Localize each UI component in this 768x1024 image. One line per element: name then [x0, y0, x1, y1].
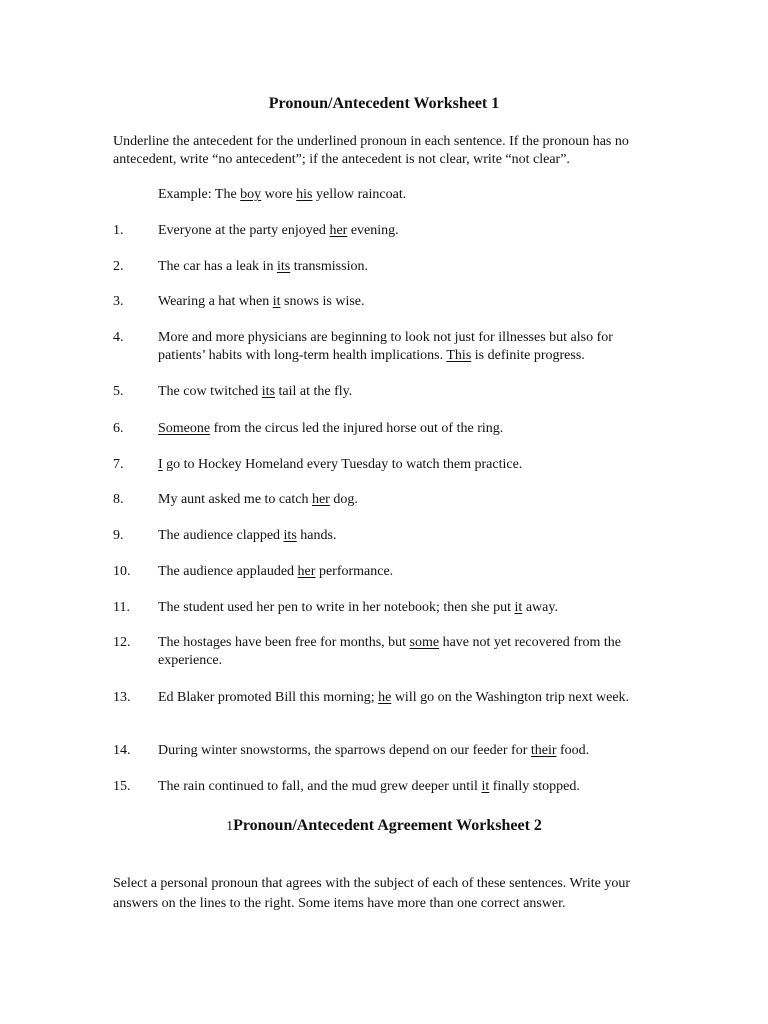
example-pronoun: his: [296, 187, 313, 202]
underlined-pronoun: her: [329, 223, 348, 238]
item-number: 6.: [113, 421, 124, 436]
underlined-pronoun: their: [530, 743, 557, 758]
item-text: Ed Blaker promoted Bill this morning; he will go on the Washington trip next week.: [158, 690, 630, 705]
item-number: 14.: [113, 743, 131, 758]
list-item: [113, 742, 658, 760]
worksheet2-title-prefix: 1: [226, 819, 234, 834]
item-number: 2.: [113, 259, 124, 274]
worksheet1-title: Pronoun/Antecedent Worksheet 1: [268, 95, 500, 112]
list-item: [113, 634, 658, 670]
item-number: 4.: [113, 330, 124, 345]
example-sentence: [158, 186, 406, 204]
example-mid: wore: [261, 187, 297, 202]
item-text: I go to Hockey Homeland every Tuesday to watch them practice.: [158, 457, 523, 472]
list-item: [113, 329, 658, 365]
underlined-pronoun: some: [409, 635, 440, 650]
underlined-pronoun: her: [297, 564, 316, 579]
underlined-pronoun: its: [283, 528, 297, 543]
item-text: The rain continued to fall, and the mud grew deeper until it finally stopped.: [158, 779, 580, 794]
item-text: The cow twitched its tail at the fly.: [158, 384, 353, 399]
item-number: 5.: [113, 384, 124, 399]
list-item: [113, 293, 658, 311]
list-item: [113, 456, 658, 474]
underlined-pronoun: it: [481, 779, 490, 794]
item-text: The car has a leak in its transmission.: [158, 259, 368, 274]
underlined-pronoun: he: [378, 690, 392, 705]
list-item: [113, 689, 658, 707]
underlined-pronoun: it: [272, 294, 281, 309]
list-item: [113, 420, 658, 438]
list-item: [113, 383, 658, 401]
worksheet2-title-text: Pronoun/Antecedent Agreement Worksheet 2: [233, 817, 542, 834]
underlined-pronoun: Someone: [158, 421, 211, 436]
list-item: [113, 563, 658, 581]
item-text: During winter snowstorms, the sparrows depend on our feeder for their food.: [158, 743, 590, 758]
item-text: The audience applauded her performance.: [158, 564, 394, 579]
example-suffix: yellow raincoat.: [312, 187, 407, 202]
example-prefix: Example: The: [158, 187, 241, 202]
list-item: [113, 258, 658, 276]
list-item: [113, 599, 658, 617]
worksheet1-instructions: Underline the antecedent for the underlined pronoun in each sentence. If the pronoun has no antecedent, write “no antecedent”; if the antecedent is not clear, write “not clear”.: [113, 134, 629, 167]
item-text: Someone from the circus led the injured horse out of the ring.: [158, 421, 504, 436]
list-item: [113, 491, 658, 509]
item-text: My aunt asked me to catch her dog.: [158, 492, 358, 507]
item-text: Everyone at the party enjoyed her evening.: [158, 223, 399, 238]
underlined-pronoun: This: [446, 348, 472, 363]
item-number: 7.: [113, 457, 124, 472]
list-item: [113, 778, 658, 796]
item-number: 15.: [113, 779, 131, 794]
item-text: The audience clapped its hands.: [158, 528, 337, 543]
example-antecedent: boy: [240, 187, 262, 202]
item-number: 10.: [113, 564, 131, 579]
underlined-pronoun: its: [276, 259, 291, 274]
item-number: 3.: [113, 294, 124, 309]
item-number: 11.: [113, 600, 130, 615]
item-number: 13.: [113, 690, 131, 705]
underlined-pronoun: it: [514, 600, 523, 615]
list-item: [113, 222, 658, 240]
item-number: 8.: [113, 492, 124, 507]
item-text: The hostages have been free for months, but some have not yet recovered from the experience.: [158, 635, 622, 668]
item-number: 9.: [113, 528, 124, 543]
underlined-pronoun: its: [261, 384, 276, 399]
list-item: [113, 527, 658, 545]
worksheet2-instructions: Select a personal pronoun that agrees with the subject of each of these sentences. Write your answers on the lines to the right. Some items have more than one correct answer.: [113, 876, 630, 911]
item-number: 12.: [113, 635, 131, 650]
item-text: Wearing a hat when it snows is wise.: [158, 294, 365, 309]
item-text: More and more physicians are beginning to look not just for illnesses but also for patients’ habits with long-term health implications. This is definite progress.: [158, 330, 613, 363]
underlined-pronoun: I: [158, 457, 163, 472]
item-text: The student used her pen to write in her notebook; then she put it away.: [158, 600, 558, 615]
item-number: 1.: [113, 223, 124, 238]
underlined-pronoun: her: [311, 492, 330, 507]
worksheet2-title: [0, 816, 768, 837]
